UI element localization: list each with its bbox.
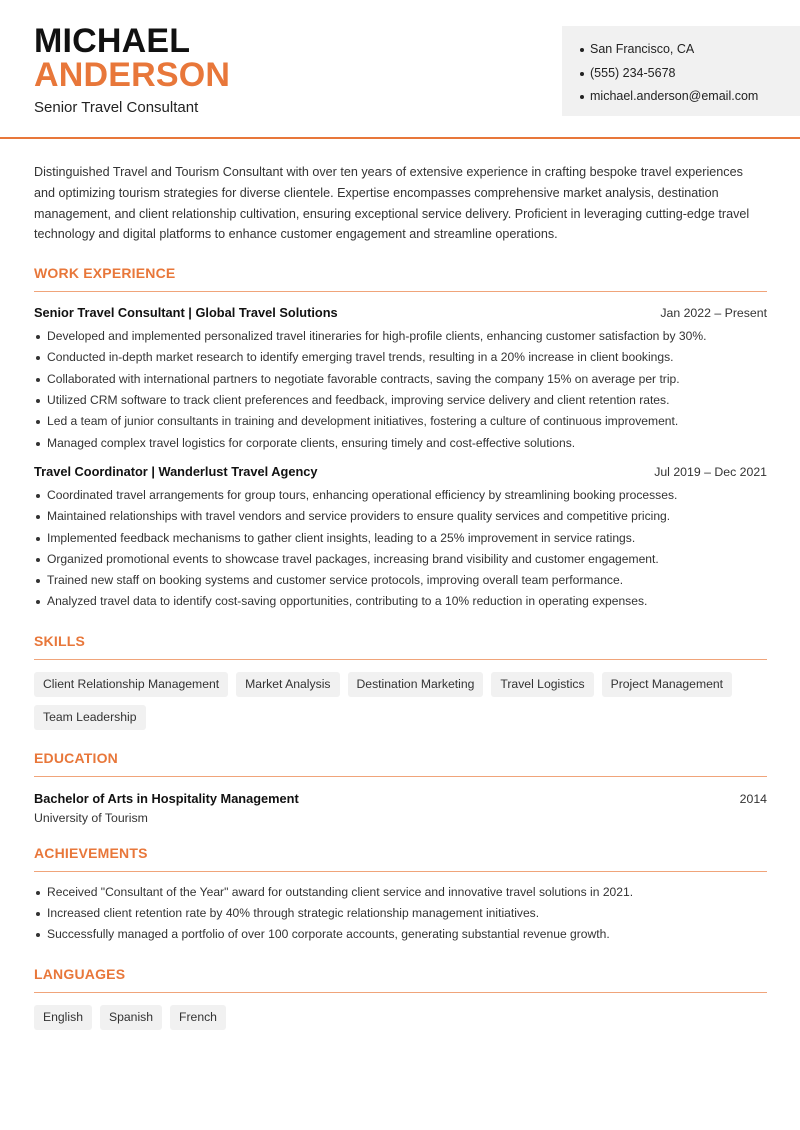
section-title: LANGUAGES [34,966,767,993]
skill-tag: Client Relationship Management [34,672,228,697]
education-entry [34,791,767,825]
achievement-item: Increased client retention rate by 40% through strategic relationship management initiatives. [34,903,767,924]
skill-tag: Travel Logistics [491,672,593,697]
graduation-year: 2014 [739,791,767,806]
job-title: Senior Travel Consultant [34,99,199,116]
bullet-item: Coordinated travel arrangements for group tours, enhancing operational efficiency by streamlining booking processes. [34,485,767,506]
contact-box [562,26,800,116]
work-experience-section [34,265,767,613]
skills-section [34,633,767,730]
bullet-item: Developed and implemented personalized travel itineraries for high-profile clients, enhancing customer satisfaction by 30%. [34,326,767,347]
education-section [34,750,767,825]
bullet-item: Utilized CRM software to track client preferences and feedback, improving service delivery and client retention rates. [34,390,767,411]
bullet-item: Managed complex travel logistics for corporate clients, ensuring timely and cost-effective solutions. [34,433,767,454]
language-tag: Spanish [100,1005,162,1030]
bullet-item: Conducted in-depth market research to identify emerging travel trends, resulting in a 20% increase in client bookings. [34,347,767,368]
achievement-item: Successfully managed a portfolio of over 100 corporate accounts, generating substantial revenue growth. [34,924,767,945]
contact-location: San Francisco, CA [580,38,800,62]
achievement-item: Received "Consultant of the Year" award for outstanding client service and innovative travel solutions in 2021. [34,882,767,903]
bullet-item: Implemented feedback mechanisms to gather client insights, leading to a 25% improvement in service ratings. [34,528,767,549]
first-name: MICHAEL [34,22,191,60]
job-entry [34,305,767,454]
degree: Bachelor of Arts in Hospitality Management [34,790,299,806]
candidate-name [34,24,230,92]
section-title: WORK EXPERIENCE [34,265,767,292]
bullet-item: Organized promotional events to showcase travel packages, increasing brand visibility and customer engagement. [34,549,767,570]
language-tag: English [34,1005,92,1030]
skill-tag: Destination Marketing [348,672,484,697]
skill-tags [34,672,767,730]
section-title: ACHIEVEMENTS [34,845,767,872]
summary: Distinguished Travel and Tourism Consultant with over ten years of extensive experience in crafting bespoke travel experiences and optimizing tourism strategies for diverse clientele. Expertise encompasses comprehensive market analysis, destination management, and client relationship cultivation, ensuring exceptional service delivery. Proficient in leveraging cutting-edge travel technology and digital platforms to enhance customer engagement and streamline operations. [34,165,750,242]
bullet-item: Maintained relationships with travel vendors and service providers to ensure quality services and competitive pricing. [34,506,767,527]
bullet-item: Led a team of junior consultants in training and development initiatives, fostering a culture of continuous improvement. [34,411,767,432]
contact-email: michael.anderson@email.com [580,85,800,109]
job-bullets [34,485,767,613]
section-title: EDUCATION [34,750,767,777]
job-dates: Jan 2022 – Present [660,306,767,321]
skill-tag: Market Analysis [236,672,339,697]
skill-tag: Project Management [602,672,732,697]
bullet-item: Trained new staff on booking systems and customer service protocols, improving overall team performance. [34,570,767,591]
language-tags [34,1005,767,1030]
bullet-item: Collaborated with international partners to negotiate favorable contracts, saving the company 15% on average per trip. [34,369,767,390]
last-name: ANDERSON [34,56,231,94]
bullet-item: Analyzed travel data to identify cost-saving opportunities, contributing to a 10% reduction in operating expenses. [34,591,767,612]
job-role: Senior Travel Consultant | Global Travel Solutions [34,305,338,321]
job-entry [34,464,767,613]
school-name: University of Tourism [34,810,148,825]
job-dates: Jul 2019 – Dec 2021 [654,464,767,479]
languages-section [34,966,767,1030]
resume-header [0,0,800,139]
resume-content [34,162,767,1030]
section-title: SKILLS [34,633,767,660]
job-role: Travel Coordinator | Wanderlust Travel Agency [34,463,318,479]
contact-phone: (555) 234-5678 [580,62,800,86]
achievements-section [34,845,767,946]
language-tag: French [170,1005,226,1030]
job-bullets [34,326,767,454]
skill-tag: Team Leadership [34,705,146,730]
achievement-list [34,882,767,946]
